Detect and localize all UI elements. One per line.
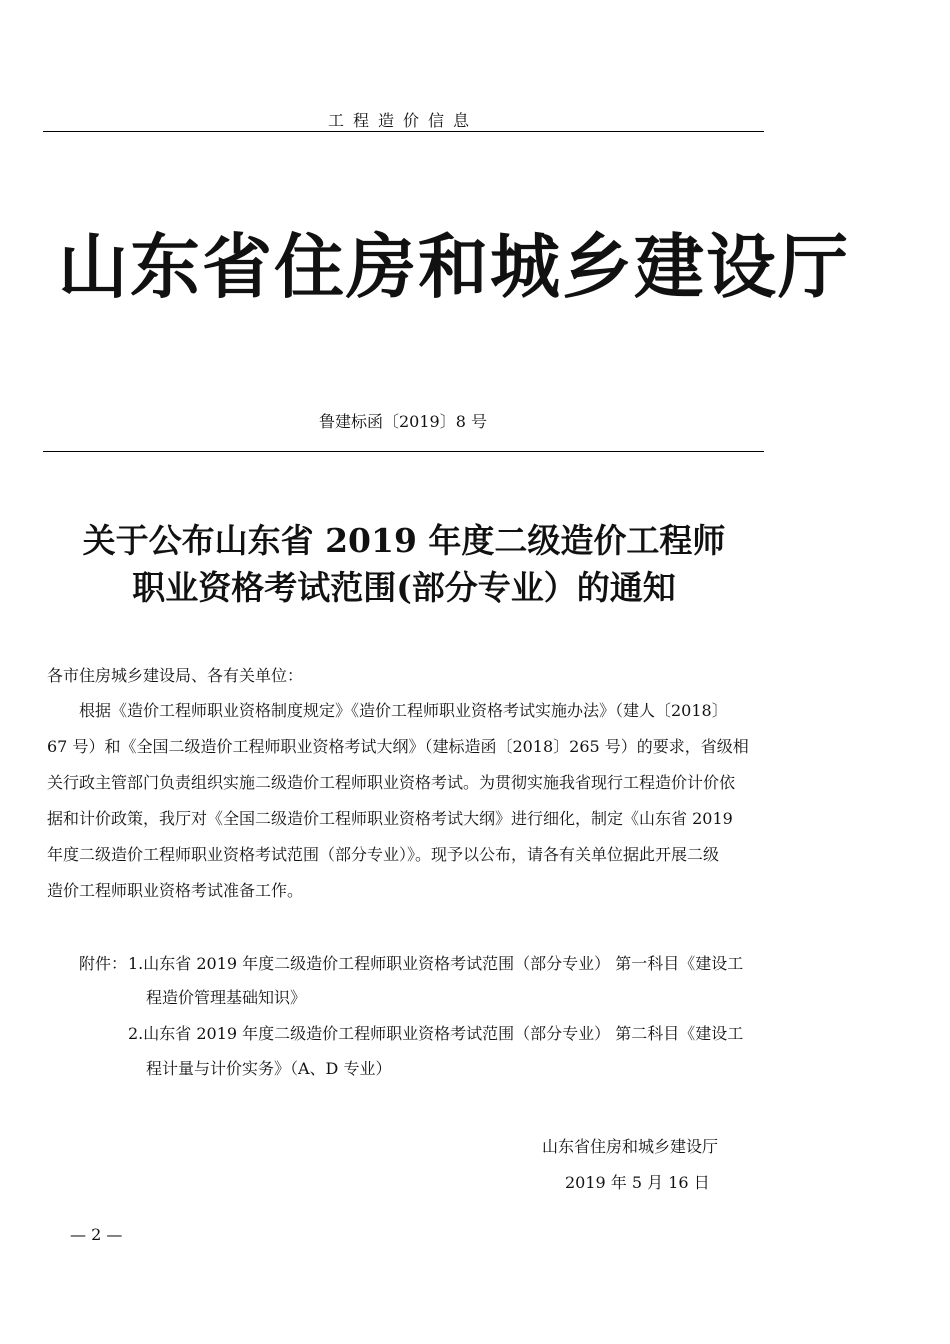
notice-title-line-2: 职业资格考试范围(部分专业）的通知 [132, 568, 676, 607]
running-header: 工程造价信息 [327, 111, 478, 130]
body-line-4: 据和计价政策，我厅对《全国二级造价工程师职业资格考试大纲》进行细化，制定《山东省 2019 [47, 809, 733, 828]
body-line-6: 造价工程师职业资格考试准备工作。 [47, 881, 304, 900]
document-number-rule [43, 451, 764, 452]
attachment-2-line-1: 2.山东省 2019 年度二级造价工程师职业资格考试范围（部分专业） 第二科目《建设工 [128, 1024, 744, 1043]
issuing-agency: 山东省住房和城乡建设厅 [58, 226, 850, 308]
page-number: — 2 — [70, 1225, 123, 1244]
attachment-1-line-2: 程造价管理基础知识》 [146, 988, 307, 1007]
document-number: 鲁建标函〔2019〕8 号 [319, 412, 487, 431]
body-line-2: 67 号）和《全国二级造价工程师职业资格考试大纲》（建标造函〔2018〕265 号）的要求，省级相 [47, 737, 749, 756]
notice-title-line-1: 关于公布山东省 2019 年度二级造价工程师 [82, 521, 726, 560]
header-rule [43, 131, 764, 132]
body-line-5: 年度二级造价工程师职业资格考试范围（部分专业）》。现予以公布，请各有关单位据此开展二级 [47, 845, 720, 864]
signature-agency: 山东省住房和城乡建设厅 [542, 1137, 719, 1156]
signature-date: 2019 年 5 月 16 日 [565, 1173, 710, 1192]
attachment-2-line-2: 程计量与计价实务》（A、D 专业） [146, 1059, 392, 1078]
attachments-label: 附件： [79, 954, 128, 973]
attachment-1-line-1: 1.山东省 2019 年度二级造价工程师职业资格考试范围（部分专业） 第一科目《建设工 [128, 954, 744, 973]
body-line-3: 关行政主管部门负责组织实施二级造价工程师职业资格考试。为贯彻实施我省现行工程造价计价依 [47, 773, 736, 792]
body-line-1: 根据《造价工程师职业资格制度规定》《造价工程师职业资格考试实施办法》（建人〔2018〕 [79, 701, 728, 720]
salutation: 各市住房城乡建设局、各有关单位： [47, 666, 304, 685]
